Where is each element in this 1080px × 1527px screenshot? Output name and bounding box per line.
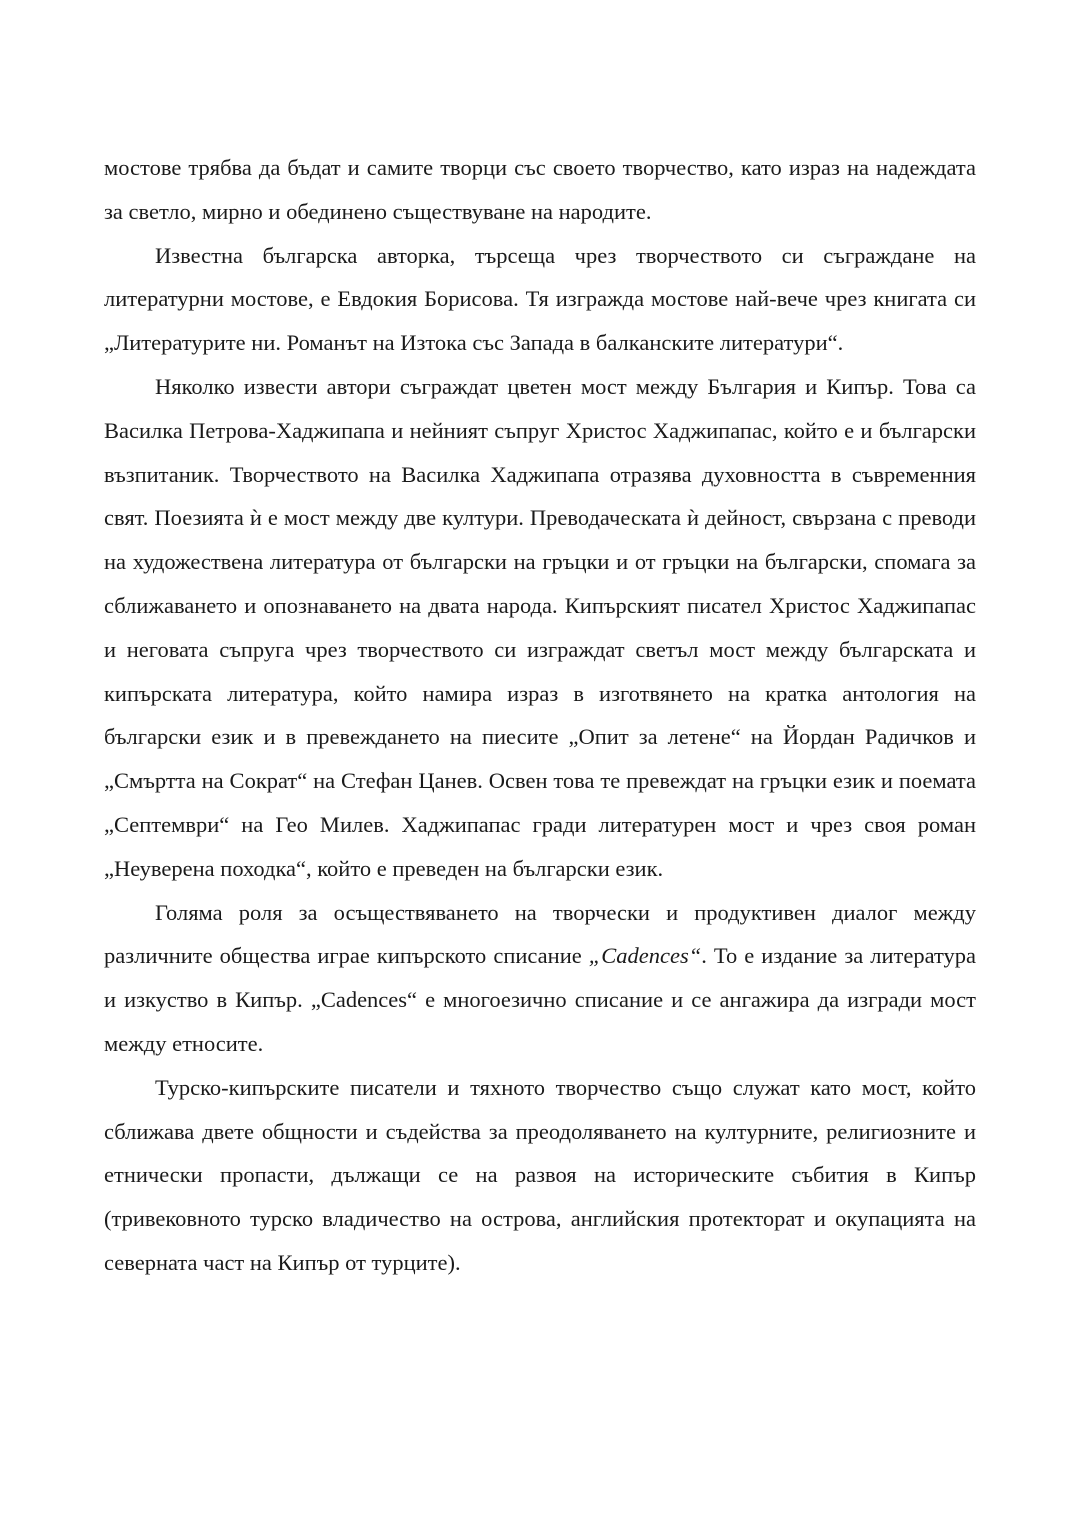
- paragraph-cadences: [104, 891, 976, 1066]
- document-page: [104, 146, 976, 1285]
- paragraph-turkish-cypriot-writers: Турско-кипърските писатели и тяхното творчество също служат като мост, който сближава двете общности и съдейства за преодоляването на културните, религиозните и етнически пропасти, дължащи се на развоя на историческите събития в Кипър (тривековното турско владичество на острова, английския протекторат и окупацията на северната част на Кипър от турците).: [104, 1074, 976, 1275]
- journal-title-cadences: „Cadences“: [588, 943, 702, 969]
- paragraph-cadences-text-after: . То е издание за литература и изкуство в Кипър. „Cadences“ е многоезично списание и се ангажира да изгради мост между етносите.: [104, 943, 976, 1056]
- paragraph-continuation: мостове трябва да бъдат и самите творци със своето творчество, като израз на надеждата за светло, мирно и обединено съществуване на народите.: [104, 155, 976, 224]
- paragraph-cadences-text-before: Голяма роля за осъществяването на творчески и продуктивен диалог между различните общества играе кипърското списание: [104, 899, 976, 969]
- paragraph-hadjipapa: Няколко извести автори съграждат цветен мост между България и Кипър. Това са Василка Петрова-Хаджипапа и нейният съпруг Христос Хаджипапас, който е и български възпитаник. Творчеството на Василка Хаджипапа отразява духовността в съвременния свят. Поезията ѝ е мост между две култури. Преводаческата ѝ дейност, свързана с преводи на художествена литература от български на гръцки и от гръцки на български, спомага за сближаването и опознаването на двата народа. Кипърският писател Христос Хаджипапас и неговата съпруга чрез творчеството си изграждат светъл мост между българската и кипърската литература, който намира израз в изготвянето на кратка антология на български език и в превеждането на пиесите „Опит за летене“ на Йордан Радичков и „Смъртта на Сократ“ на Стефан Цанев. Освен това те превеждат на гръцки език и поемата „Септември“ на Гео Милев. Хаджипапас гради литературен мост и чрез своя роман „Неуверена походка“, който е преведен на български език.: [104, 373, 976, 881]
- paragraph-evdokia-borisova: Известна българска авторка, търсеща чрез творчеството си съграждане на литературни мостове, е Евдокия Борисова. Тя изгражда мостове най-вече чрез книгата си „Литературите ни. Романът на Изтока със Запада в балканските литератури“.: [104, 242, 976, 356]
